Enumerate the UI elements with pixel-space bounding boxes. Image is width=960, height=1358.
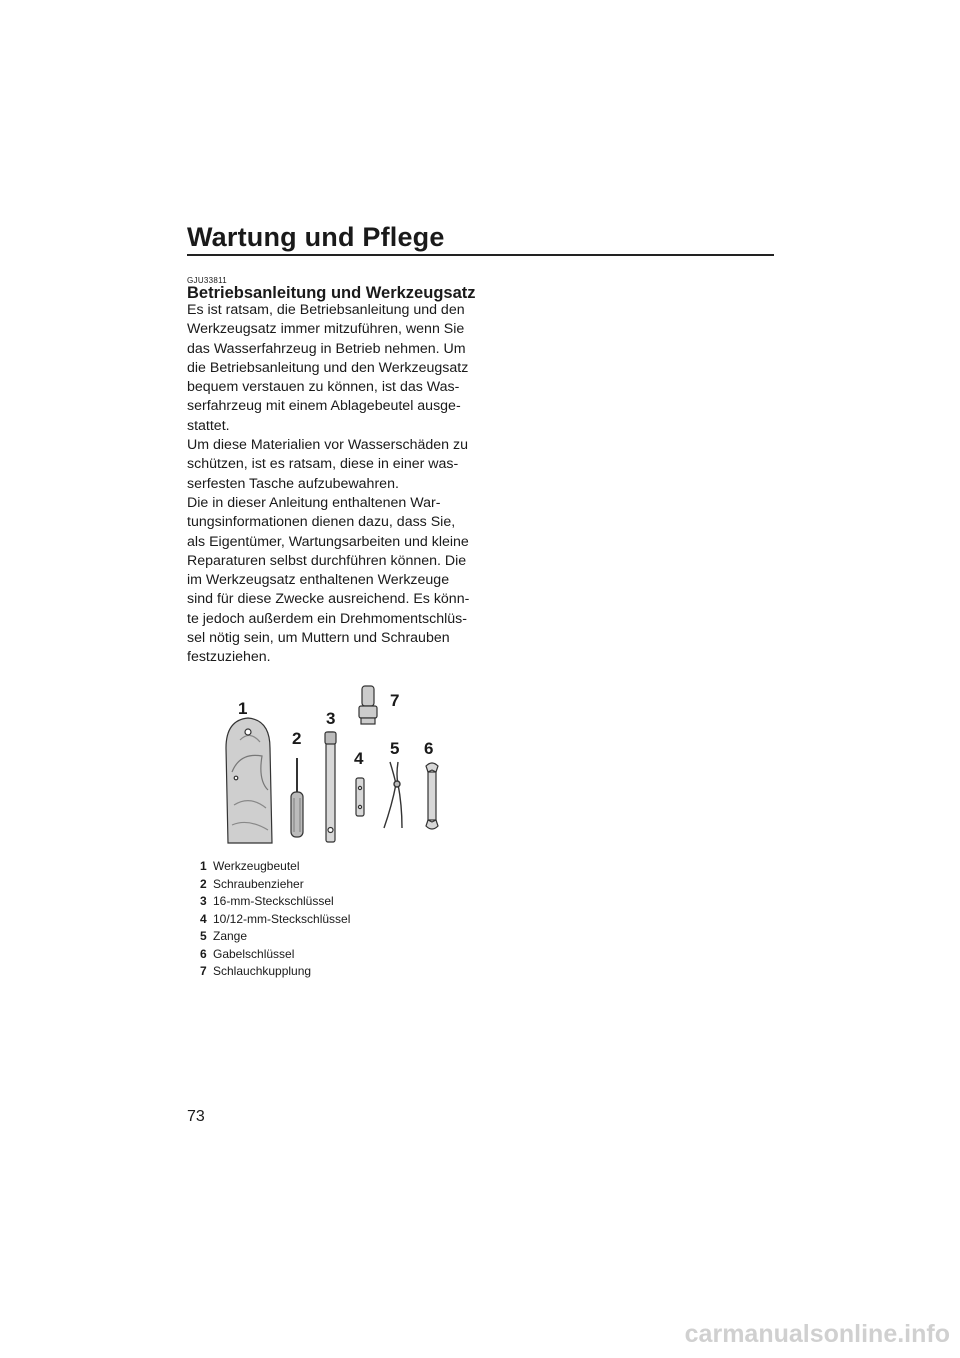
page-title: Wartung und Pflege <box>187 222 445 252</box>
figure-label-2: 2 <box>292 729 302 748</box>
legend-text: Gabelschlüssel <box>213 946 295 961</box>
legend-text: Schlauchkupplung <box>213 964 312 978</box>
figure-label-7: 7 <box>390 691 400 710</box>
legend-item <box>200 963 350 981</box>
body-text <box>187 301 477 668</box>
legend-item <box>200 893 350 911</box>
hose-coupling-illustration <box>359 686 377 724</box>
legend-number: 4 <box>200 911 207 926</box>
legend-number: 1 <box>200 859 207 873</box>
open-end-wrench-illustration <box>426 763 438 829</box>
figure-label-4: 4 <box>354 749 364 768</box>
legend-text: 16-mm-Steckschlüssel <box>213 894 334 908</box>
legend-number: 7 <box>200 964 207 978</box>
screwdriver-illustration <box>291 758 303 837</box>
legend-number: 3 <box>200 894 207 908</box>
legend-item <box>200 946 350 964</box>
tool-bag-illustration <box>226 718 272 843</box>
figure-label-6: 6 <box>424 739 434 758</box>
legend-text: Zange <box>213 929 248 943</box>
legend-number: 5 <box>200 929 207 943</box>
legend-item <box>200 858 350 876</box>
legend-text: Werkzeugbeutel <box>213 859 300 873</box>
figure-label-1: 1 <box>238 699 248 718</box>
paragraph: Die in dieser Anleitung enthaltenen War-tungsinformationen dienen dazu, dass Sie, als Eigentümer, Wartungsarbeiten und kleine Reparaturen selbst durchführen können. Die im Werkzeugsatz enthaltenen Werkzeuge sind für diese Zwecke ausreichend. Es könn-te jedoch außerdem ein Drehmomentschlüs-sel nötig sein, um Muttern und Schrauben festzuziehen. <box>187 494 470 666</box>
title-rule <box>187 254 774 256</box>
tool-kit-figure <box>210 680 450 850</box>
legend-item <box>200 911 350 929</box>
pliers-illustration <box>384 762 402 828</box>
legend-item <box>200 928 350 946</box>
figure-label-3: 3 <box>326 709 336 728</box>
socket-wrench-10-12mm-illustration <box>356 778 364 816</box>
figure-label-5: 5 <box>390 739 400 758</box>
watermark: carmanualsonline.info <box>684 1320 950 1348</box>
socket-wrench-16mm-illustration <box>325 732 336 842</box>
legend-number: 6 <box>200 946 207 961</box>
paragraph: Um diese Materialien vor Wasserschäden zu schützen, ist es ratsam, diese in einer was-serfesten Tasche aufzubewahren. <box>187 437 468 492</box>
legend-number: 2 <box>200 876 207 891</box>
legend-text: Schraubenzieher <box>213 876 304 891</box>
paragraph: Es ist ratsam, die Betriebsanleitung und den Werkzeugsatz immer mitzuführen, wenn Sie das Wasserfahrzeug in Betrieb nehmen. Um die Betriebsanleitung und den Werkzeugsatz bequem verstauen zu können, ist das Was-serfahrzeug mit einem Ablagebeutel ausge-stattet. <box>187 302 469 434</box>
figure-legend <box>200 858 350 981</box>
page-number: 73 <box>187 1108 205 1125</box>
legend-item <box>200 876 350 894</box>
section-code: GJU33811 <box>187 276 228 285</box>
section-heading: Betriebsanleitung und Werkzeugsatz <box>187 284 476 302</box>
legend-text: 10/12-mm-Steckschlüssel <box>213 911 351 926</box>
